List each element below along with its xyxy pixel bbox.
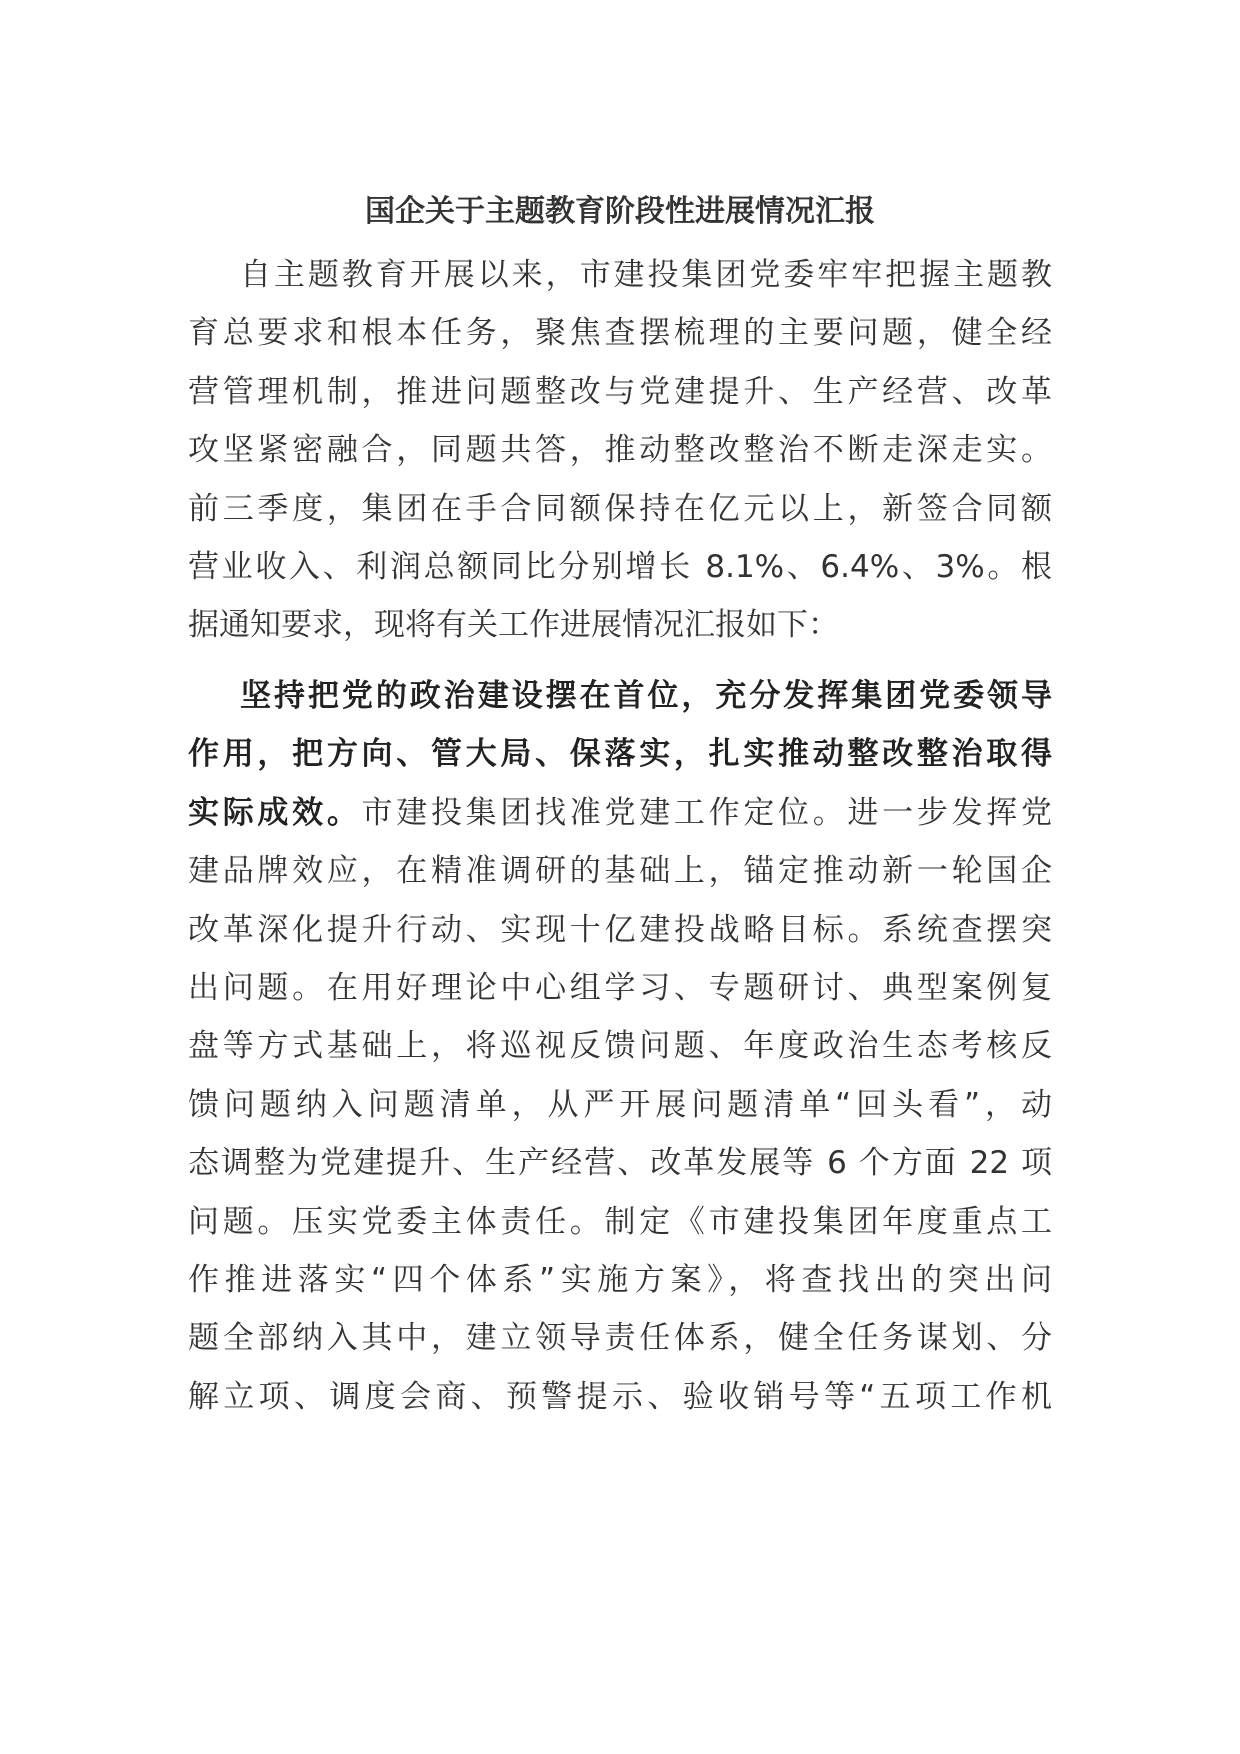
text-line: 改革深化提升行动、实现十亿建投战略目标。系统查摆突	[188, 911, 1052, 948]
text-line	[188, 784, 1052, 842]
text-line: 据通知要求，现将有关工作进展情况汇报如下：	[188, 607, 839, 644]
paragraph-intro	[188, 246, 1052, 655]
text-line: 问题。压实党委主体责任。制定《市建投集团年度重点工	[188, 1203, 1052, 1240]
bold-heading-text: 作用，把方向、管大局、保落实，扎实推动整改整治取得	[188, 736, 1052, 773]
text-line: 出问题。在用好理论中心组学习、专题研讨、典型案例复	[188, 969, 1052, 1006]
bold-heading-text: 坚持把党的政治建设摆在首位，充分发挥集团党委领导	[240, 678, 1052, 714]
text-line: 作推进落实“四个体系”实施方案》，将查找出的突出问	[188, 1261, 1052, 1298]
text-line: 题全部纳入其中，建立领导责任体系，健全任务谋划、分	[188, 1320, 1052, 1357]
text-line: 营业收入、利润总额同比分别增长 8.1%、6.4%、3%。根	[188, 548, 1052, 585]
text-line: 攻坚紧密融合，同题共答，推动整改整治不断走深走实。	[188, 432, 1052, 469]
paragraph-political-building	[188, 667, 1052, 1426]
text-line: 态调整为党建提升、生产经营、改革发展等 6 个方面 22 项	[188, 1145, 1052, 1182]
text-line: 育总要求和根本任务，聚焦查摆梳理的主要问题，健全经	[188, 315, 1052, 352]
text-line: 盘等方式基础上，将巡视反馈问题、年度政治生态考核反	[188, 1028, 1052, 1065]
document-title: 国企关于主题教育阶段性进展情况汇报	[365, 194, 875, 229]
text-line: 前三季度，集团在手合同额保持在亿元以上，新签合同额	[188, 490, 1052, 527]
text-line: 自主题教育开展以来，市建投集团党委牢牢把握主题教	[240, 257, 1052, 293]
text-line: 营管理机制，推进问题整改与党建提升、生产经营、改革	[188, 373, 1052, 410]
text-line	[188, 725, 1052, 783]
text-line	[188, 667, 1052, 725]
text-line: 建品牌效应，在精准调研的基础上，锚定推动新一轮国企	[188, 853, 1052, 890]
text-line: 解立项、调度会商、预警提示、验收销号等“五项工作机	[188, 1378, 1052, 1415]
bold-heading-text: 实际成效。	[188, 794, 362, 831]
text-line: 馈问题纳入问题清单，从严开展问题清单“回头看”，动	[188, 1086, 1052, 1123]
body-text: 市建投集团找准党建工作定位。进一步发挥党	[361, 794, 1053, 831]
